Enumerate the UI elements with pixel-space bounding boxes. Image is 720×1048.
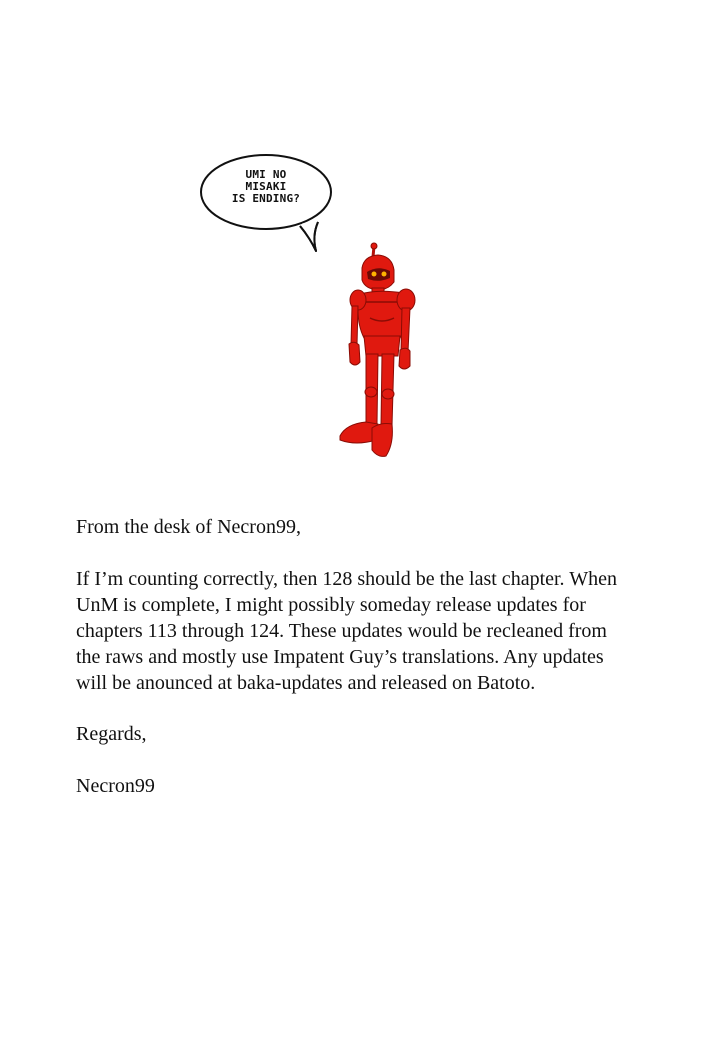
speech-bubble-line-3: IS ENDING? (231, 192, 301, 205)
letter-body-line: UnM is complete, I might possibly someday release updates for (76, 594, 586, 616)
letter-body-line: chapters 113 through 124. These updates would be recleaned from (76, 620, 607, 642)
letter-signature: Necron99 (76, 775, 155, 797)
letter-body-line: will be anounced at baka-updates and released on Batoto. (76, 672, 536, 694)
letter-body-line: If I’m counting correctly, then 128 should be the last chapter. When (76, 568, 617, 590)
speech-bubble-line-2: MISAKI (245, 180, 287, 193)
letter-closing: Regards, (76, 723, 147, 745)
speech-bubble-line-1: UMI NO (245, 168, 287, 181)
letter-body (76, 566, 676, 696)
letter-body-line: the raws and mostly use Impatent Guy’s translations. Any updates (76, 646, 604, 668)
red-robot-icon (340, 243, 415, 456)
speech-bubble-text (207, 169, 325, 205)
letter-greeting: From the desk of Necron99, (76, 516, 301, 538)
letter (76, 514, 676, 799)
